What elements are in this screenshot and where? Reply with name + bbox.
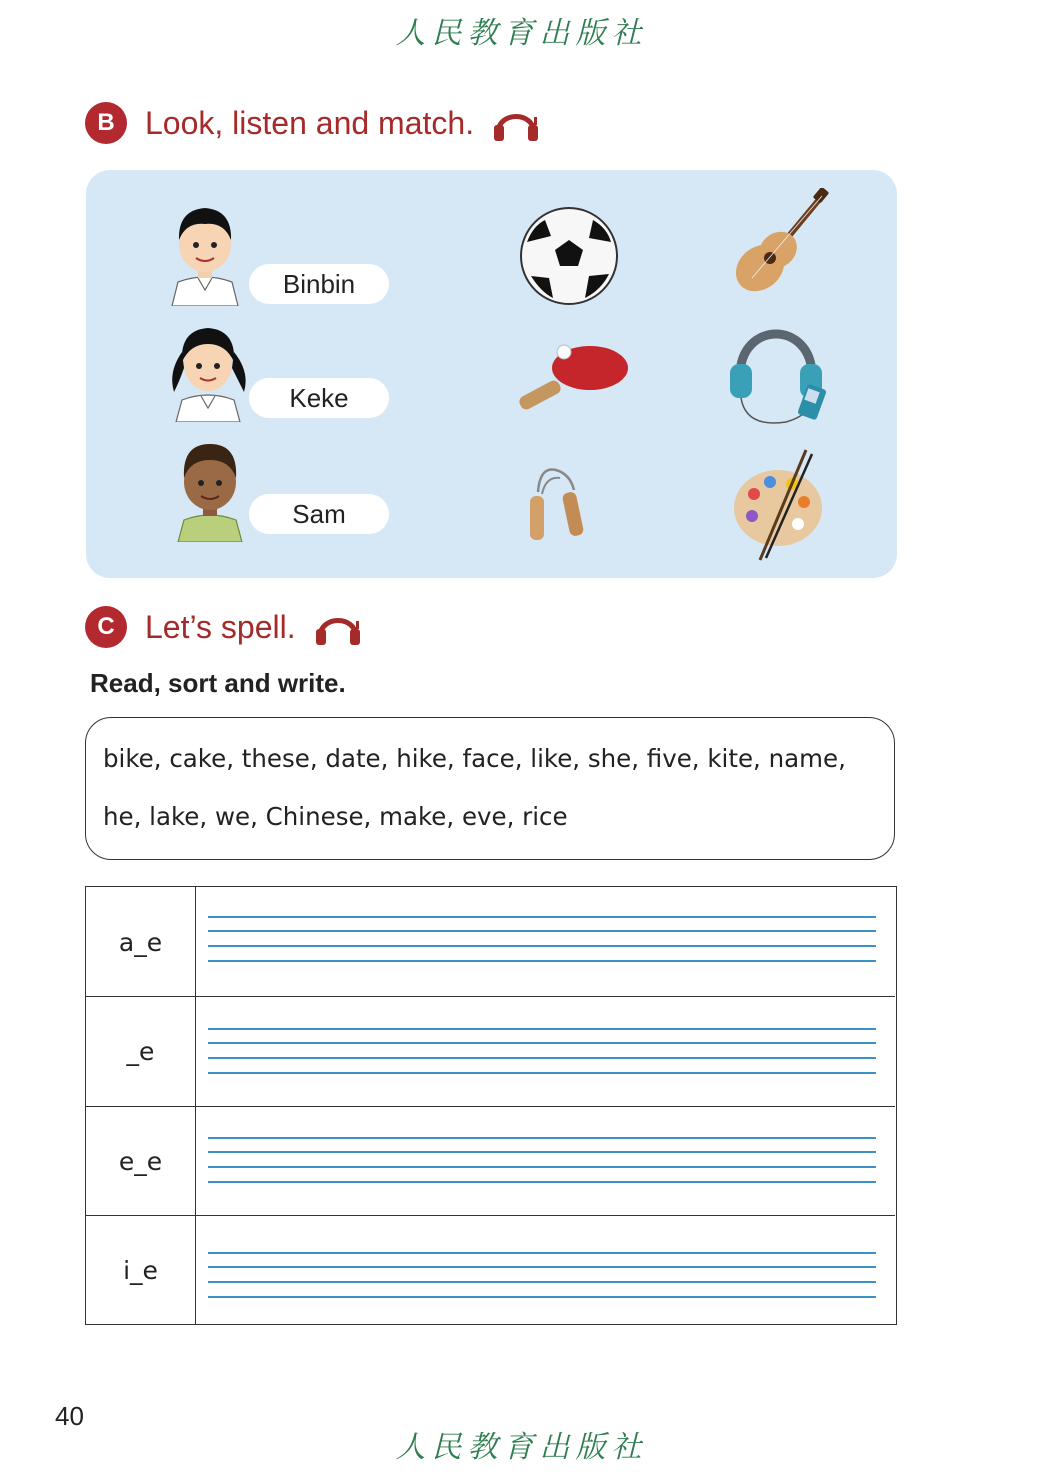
guitar-image[interactable] [732,188,832,294]
sam-portrait [174,438,246,542]
section-b-badge: B [85,102,127,144]
section-b-title: Look, listen and match. [145,104,475,141]
name-label-binbin: Binbin [249,264,389,304]
section-c-header [85,606,362,648]
word-bank-line-2: he, lake, we, Chinese, make, eve, rice [103,802,568,831]
writing-lines[interactable] [208,1252,876,1298]
section-b-header [85,102,540,144]
publisher-logo-top: 人民教育出版社 [395,16,648,51]
section-c-badge: C [85,606,127,648]
pattern-label: i_e [86,1216,196,1325]
pattern-label: e_e [86,1107,196,1216]
paint-palette-image[interactable] [730,446,832,562]
binbin-portrait [168,202,242,306]
headphones-with-player-image[interactable] [726,316,836,432]
spell-row-a-e [86,887,895,997]
name-label-sam: Sam [249,494,389,534]
writing-lines[interactable] [208,916,876,962]
spell-row-i-e [86,1215,895,1325]
headphones-icon[interactable] [492,103,540,143]
word-bank-box [85,717,895,860]
publisher-logo-bottom: 人民教育出版社 [395,1430,648,1465]
name-label-keke: Keke [249,378,389,418]
spell-row-blank-e [86,996,895,1106]
section-c-instruction: Read, sort and write. [90,668,346,698]
writing-lines[interactable] [208,1137,876,1183]
writing-lines[interactable] [208,1028,876,1074]
jump-rope-image[interactable] [526,462,606,544]
pattern-label: a_e [86,887,196,997]
headphones-icon[interactable] [314,607,362,647]
spell-row-e-e [86,1106,895,1216]
match-panel [86,170,897,578]
pattern-label: _e [86,997,196,1106]
section-c-title: Let’s spell. [145,608,296,645]
ping-pong-paddle-image[interactable] [514,342,630,416]
spell-table [85,886,897,1325]
soccer-ball-image[interactable] [519,206,619,306]
page-number: 40 [55,1401,84,1431]
keke-portrait [168,322,252,422]
word-bank-line-1: bike, cake, these, date, hike, face, like, she, five, kite, name, [103,744,846,773]
